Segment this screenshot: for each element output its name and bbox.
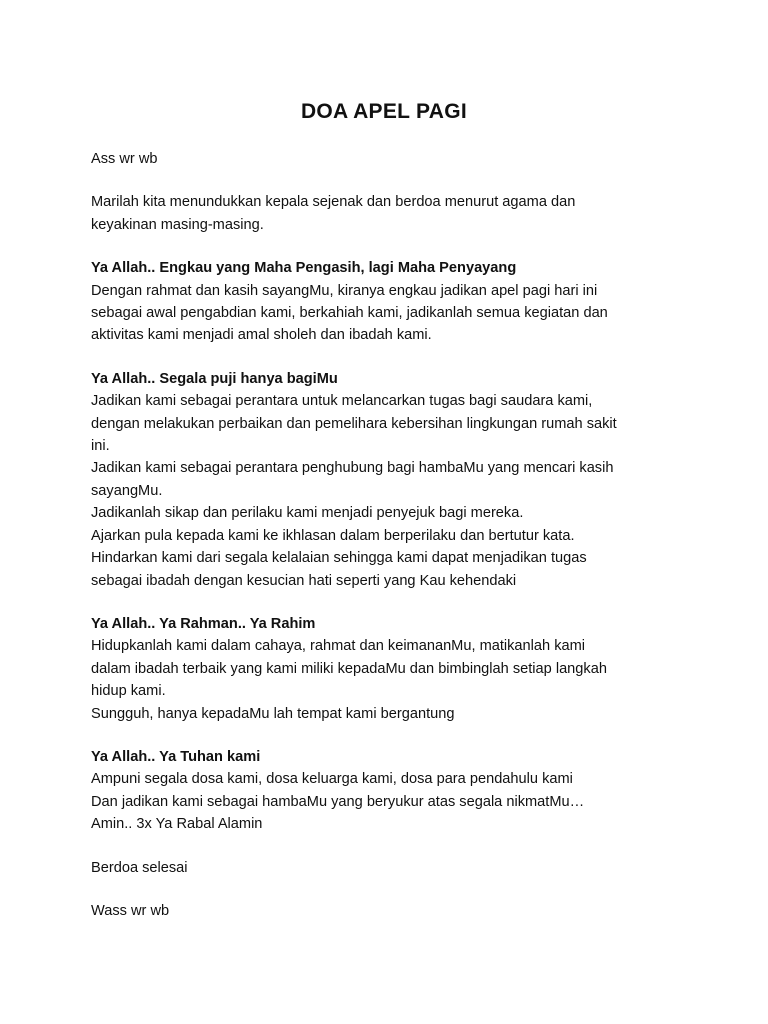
document-body [91,148,691,943]
section-line: sebagai awal pengabdian kami, berkahiah kami, jadikanlah semua kegiatan dan [91,305,608,322]
section-line: dalam ibadah terbaik yang kami miliki kepadaMu dan bimbinglah setiap langkah [91,660,607,677]
section-line: Ampuni segala dosa kami, dosa keluarga kami, dosa para pendahulu kami [91,771,573,788]
farewell-paragraph [91,900,691,922]
section-heading: Ya Allah.. Engkau yang Maha Pengasih, lagi Maha Penyayang [91,260,517,277]
section-line: Amin.. 3x Ya Rabal Alamin [91,816,263,833]
greeting-text: Ass wr wb [91,151,158,167]
farewell-text: Wass wr wb [91,902,170,919]
section-line: Ajarkan pula kepada kami ke ikhlasan dalam berperilaku dan bertutur kata. [91,527,575,544]
greeting-paragraph [91,148,691,170]
section-line: aktivitas kami menjadi amal sholeh dan ibadah kami. [91,327,432,344]
prayer-section [91,613,691,725]
section-line: hidup kami. [91,683,166,700]
section-line: Jadikan kami sebagai perantara penghubung bagi hambaMu yang mencari kasih [91,460,614,477]
section-heading: Ya Allah.. Segala puji hanya bagiMu [91,370,338,387]
intro-line: keyakinan masing-masing. [91,216,264,233]
intro-paragraph [91,191,691,236]
prayer-section [91,368,691,592]
section-line: Sungguh, hanya kepadaMu lah tempat kami bergantung [91,705,455,722]
section-line: dengan melakukan perbaikan dan pemelihara kebersihan lingkungan rumah sakit [91,415,617,432]
section-heading: Ya Allah.. Ya Rahman.. Ya Rahim [91,615,316,632]
section-line: Dan jadikan kami sebagai hambaMu yang beryukur atas segala nikmatMu… [91,793,585,810]
prayer-section [91,257,691,347]
section-line: Dengan rahmat dan kasih sayangMu, kiranya engkau jadikan apel pagi hari ini [91,282,598,299]
section-line: Hindarkan kami dari segala kelalaian sehingga kami dapat menjadikan tugas [91,550,587,567]
section-line: ini. [91,438,110,455]
section-line: sayangMu. [91,482,163,499]
section-line: Jadikan kami sebagai perantara untuk melancarkan tugas bagi saudara kami, [91,393,593,410]
prayer-section [91,746,691,836]
section-line: Hidupkanlah kami dalam cahaya, rahmat dan keimananMu, matikanlah kami [91,638,586,655]
section-line: Jadikanlah sikap dan perilaku kami menjadi penyejuk bagi mereka. [91,505,524,522]
closing-text: Berdoa selesai [91,859,188,876]
document-title: DOA APEL PAGI [300,100,468,123]
section-line: sebagai ibadah dengan kesucian hati seperti yang Kau kehendaki [91,572,517,589]
closing-paragraph [91,857,691,879]
intro-line: Marilah kita menundukkan kepala sejenak dan berdoa menurut agama dan [91,194,576,211]
section-heading: Ya Allah.. Ya Tuhan kami [91,748,261,765]
